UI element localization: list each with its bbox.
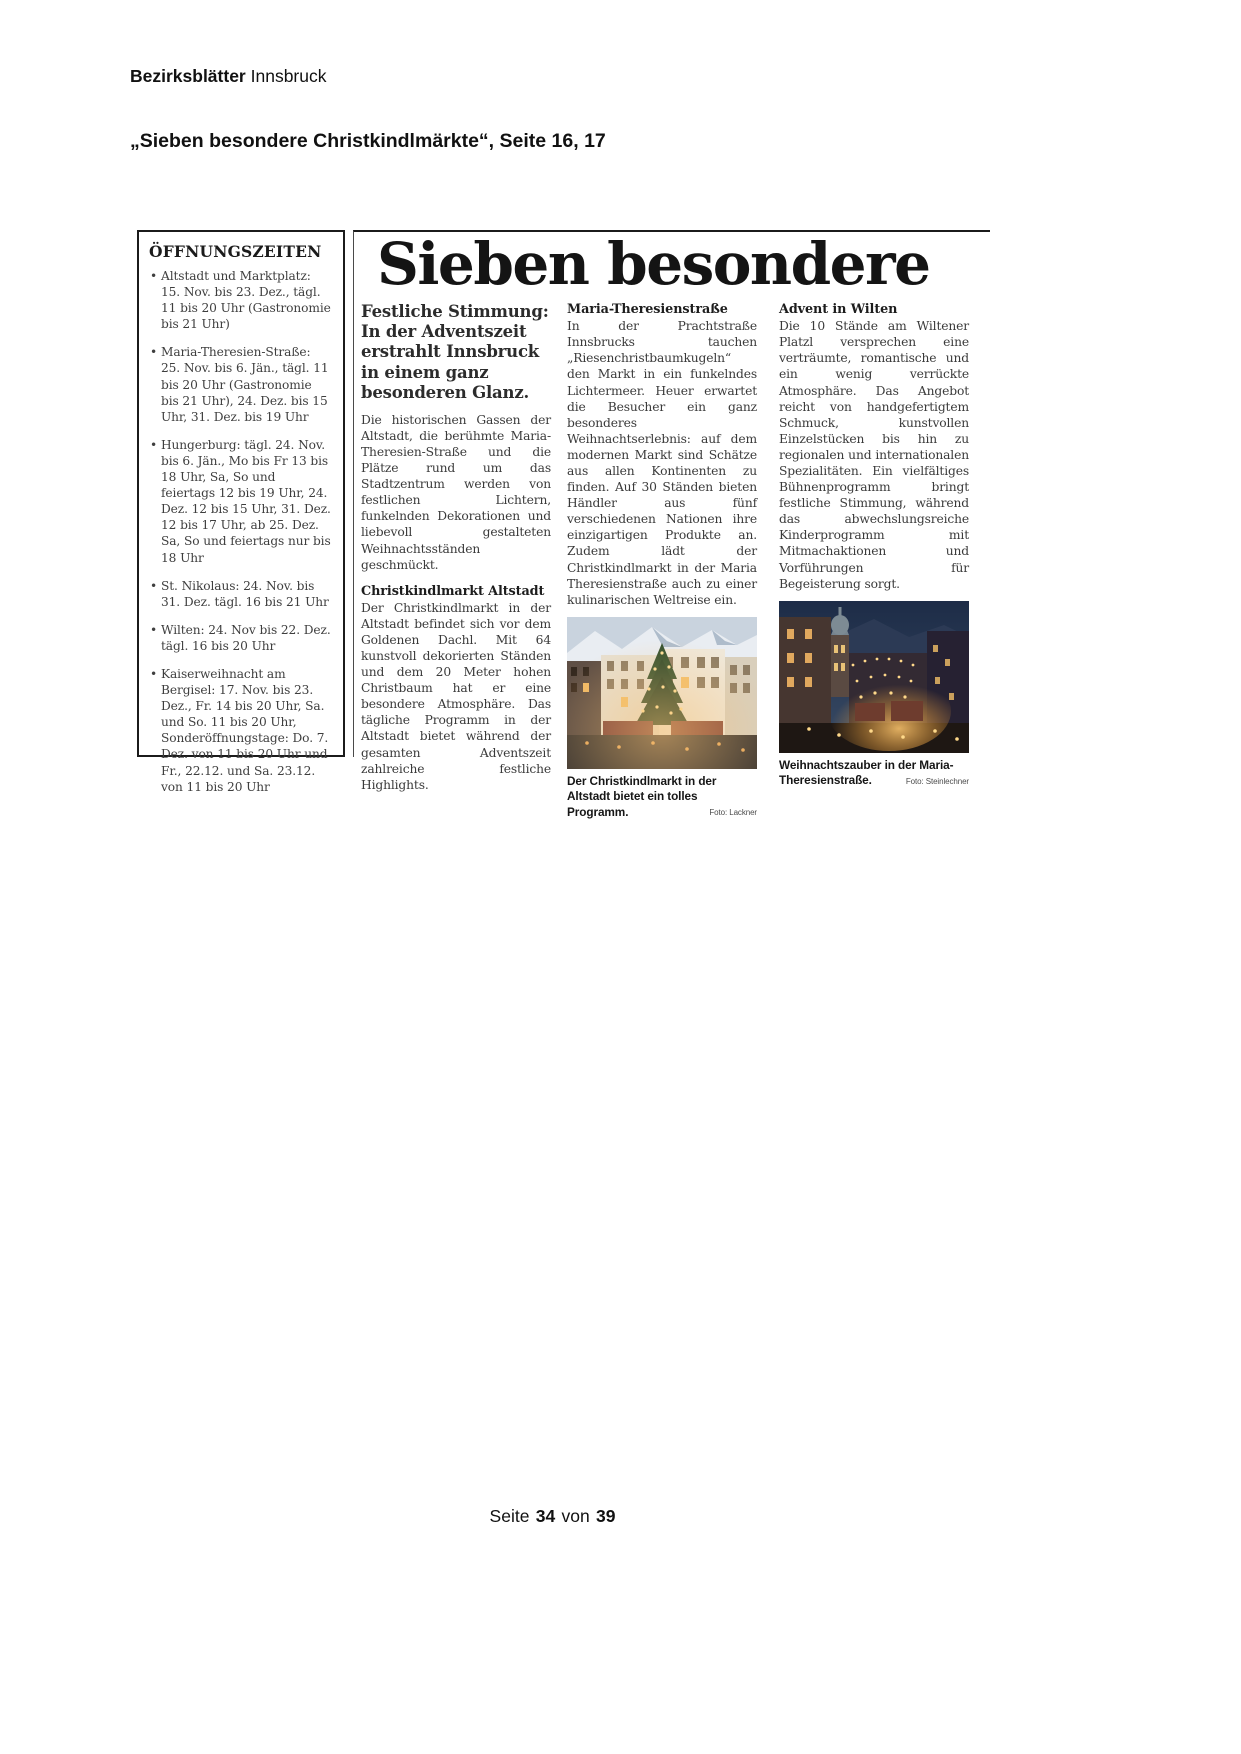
caption-text: Weihnachtszauber in der Maria-Theresienstraße. [779,757,954,788]
photo-credit: Foto: Steinlechner [905,777,969,787]
paragraph: Die 10 Stände am Wiltener Platzl versprechen eine verträumte, romantische und ein wenig verrückte Atmosphäre. Das Angebot reicht von handgefertigtem Schmuck, kunstvollen Einzelstücken bis hin zu regionalen und internationalen Spezialitäten. Ein vielfältiges Bühnenprogramm bringt festliche Stimmung, während das abwechslungsreiche Kinderprogramm mit Mitmachaktionen und Vorführungen für Begeisterung sorgt. [779,319,969,591]
masthead [130,66,327,87]
opening-hours-heading: ÖFFNUNGSZEITEN [149,242,322,261]
article-column-2 [567,302,757,820]
article-column-3 [779,302,969,820]
caption-text: Der Christkindlmarkt in der Altstadt bietet ein tolles Programm. [567,773,717,819]
paragraph: Der Christkindlmarkt in der Altstadt befindet sich vor dem Goldenen Dachl. Mit 64 kunstvoll dekorierten Ständen und dem 20 Meter hohen Christbaum hat er eine besondere Atmosphäre. Das tägliche Programm in der Altstadt bietet während der gesamten Adventszeit zahlreiche festliche Highlights. [361,600,551,792]
article-column-1 [361,302,551,820]
list-item: • Wilten: 24. Nov bis 22. Dez. tägl. 16 bis 20 Uhr [149,622,333,654]
photo-christkindlmarkt-altstadt [567,617,757,769]
list-item: • St. Nikolaus: 24. Nov. bis 31. Dez. tägl. 16 bis 21 Uhr [149,578,333,610]
list-item: • Hungerburg: tägl. 24. Nov. bis 6. Jän., Mo bis Fr 13 bis 18 Uhr, Sa, So und feiertags 12 bis 19 Uhr, 24. Dez. 12 bis 15 Uhr, 31. Dez. 12 bis 17 Uhr, ab 25. Dez. Sa, So und feiertags nur bis 18 Uhr [149,437,333,566]
masthead-brand: Bezirksblätter [130,66,246,86]
subheading-christkindlmarkt-altstadt: Christkindlmarkt Altstadt [361,583,545,599]
page-number-footer [0,1506,1105,1527]
list-item: • Altstadt und Marktplatz: 15. Nov. bis 23. Dez., tägl. 11 bis 20 Uhr (Gastronomie bis 21 Uhr) [149,268,333,332]
document-title: „Sieben besondere Christkindlmärkte“, Seite 16, 17 [130,130,606,152]
footer-current-page: 34 [535,1506,556,1526]
photo-credit: Foto: Lackner [709,808,757,818]
subheading-maria-theresienstrasse: Maria-Theresienstraße [567,302,728,318]
list-item: • Maria-Theresien-Straße: 25. Nov. bis 6. Jän., tägl. 11 bis 20 Uhr (Gastronomie bis 21 Uhr), 24. Dez. bis 15 Uhr, 31. Dez. bis 19 Uhr [149,344,333,424]
article-intro: Festliche Stimmung: In der Adventszeit erstrahlt Innsbruck in einem ganz besonderen Glanz. [361,302,549,402]
article-columns [361,302,990,820]
photo-caption-altstadt [567,774,757,820]
photo-caption-maria-theresienstrasse [779,758,969,789]
footer-total-pages: 39 [595,1506,616,1526]
opening-hours-box [137,230,345,794]
list-item: • Kaiserweihnacht am Bergisel: 17. Nov. bis 23. Dez., Fr. 14 bis 20 Uhr, Sa. und So. 11 bis 20 Uhr, Sonderöffnungstage: Do. 7. Dez. von 11 bis 20 Uhr und Fr., 22.12. und Sa. 23.12. von 11 bis 20 Uhr [149,666,333,795]
footer-label-of: von [561,1506,590,1526]
opening-hours-list [149,268,333,795]
subheading-advent-in-wilten: Advent in Wilten [779,302,898,318]
article [353,230,990,819]
article-headline: Sieben besondere [377,230,930,298]
newspaper-clipping [137,230,990,819]
masthead-region: Innsbruck [250,66,327,86]
paragraph: In der Prachtstraße Innsbrucks tauchen „Riesenchristbaumkugeln“ den Markt in ein funkelndes Lichtermeer. Heuer erwartet die Besucher ein ganz besonderes Weihnachtserlebnis: auf dem modernen Markt sind Schätze aus allen Kontinenten zu finden. Auf 30 Ständen bieten Händler aus fünf verschiedenen Nationen ihre einzigartigen Produkte an. Zudem lädt der Christkindlmarkt in der Maria Theresienstraße auch zu einer kulinarischen Weltreise ein. [567,319,757,607]
photo-maria-theresienstrasse [779,601,969,753]
paragraph: Die historischen Gassen der Altstadt, die berühmte Maria-Theresien-Straße und die Plätze rund um das Stadtzentrum werden von festlichen Lichtern, funkelnden Dekorationen und liebevoll gestalteten Weihnachtsständen geschmückt. [361,412,551,572]
footer-label-page: Seite [489,1506,530,1526]
